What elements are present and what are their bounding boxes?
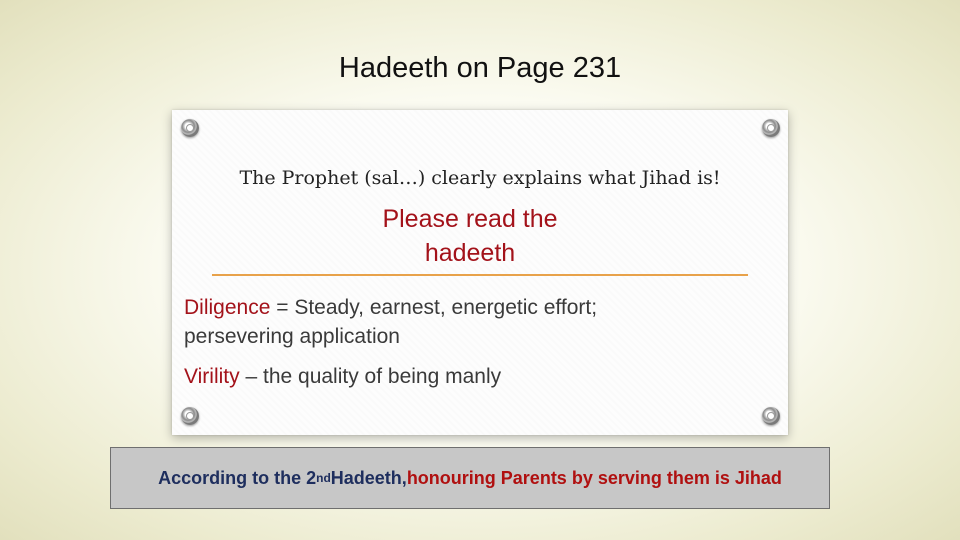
definition-meaning: Steady, earnest, energetic effort;: [294, 296, 598, 319]
note-card: [172, 110, 788, 435]
summary-text-highlight: honouring Parents by serving them is Jihad: [406, 467, 782, 488]
pushpin-icon: [762, 119, 780, 137]
definition-term: Virility: [184, 365, 240, 388]
summary-text-part2: Hadeeth,: [330, 467, 407, 488]
prophet-statement: The Prophet (sal…) clearly explains what Jihad is!: [239, 167, 721, 189]
read-instruction-line-2: hadeeth: [424, 239, 516, 267]
read-instruction: [172, 202, 768, 270]
pushpin-icon: [181, 119, 199, 137]
summary-text-part1: According to the 2: [158, 467, 317, 488]
read-instruction-line-1: Please read the: [382, 205, 558, 233]
definition-term: Diligence: [184, 296, 271, 319]
pushpin-icon: [181, 407, 199, 425]
summary-box: According to the 2 nd Hadeeth, honouring Parents by serving them is Jihad: [110, 447, 830, 509]
divider-line: [212, 274, 748, 276]
definition-virility: [184, 362, 774, 391]
definition-diligence: [184, 293, 774, 351]
pushpin-icon: [762, 407, 780, 425]
definition-separator: =: [270, 296, 295, 319]
slide-title: Hadeeth on Page 231: [338, 52, 622, 84]
definition-meaning: the quality of being manly: [262, 365, 502, 388]
definition-separator: –: [239, 365, 263, 388]
definition-meaning-continued: persevering application: [184, 325, 400, 348]
